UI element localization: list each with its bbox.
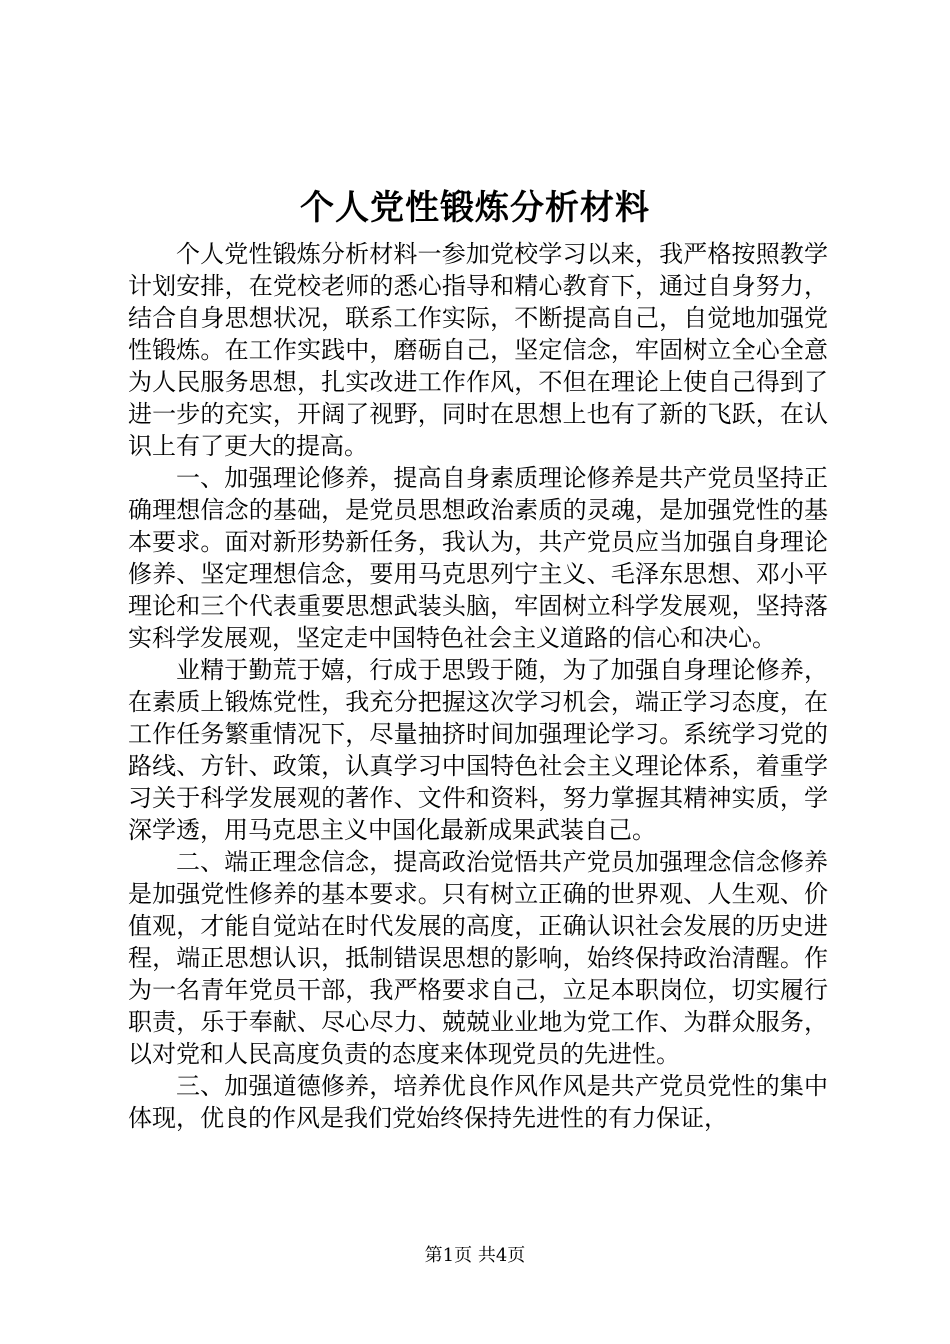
page-number-footer: 第1页 共4页: [424, 1245, 526, 1266]
paragraph-section-2: 二、端正理念信念，提高政治觉悟共产党员加强理念信念修养是加强党性修养的基本要求。只有树立正确的世界观、人生观、价值观，才能自觉站在时代发展的高度，正确认识社会发展的历史进程，端正思想认识，抵制错误思想的影响，始终保持政治清醒。作为一名青年党员干部，我严格要求自己，立足本职岗位，切实履行职责，乐于奉献、尽心尽力、兢兢业业地为党工作、为群众服务，以对党和人民高度负责的态度来体现党员的先进性。: [128, 848, 828, 1068]
paragraph-section-1-continued: 业精于勤荒于嬉，行成于思毁于随，为了加强自身理论修养，在素质上锻炼党性，我充分把握这次学习机会，端正学习态度，在工作任务繁重情况下，尽量抽挤时间加强理论学习。系统学习党的路线、方针、政策，认真学习中国特色社会主义理论体系，着重学习关于科学发展观的著作、文件和资料，努力掌握其精神实质，学深学透，用马克思主义中国化最新成果武装自己。: [128, 656, 828, 844]
paragraph-section-1: 一、加强理论修养，提高自身素质理论修养是共产党员坚持正确理想信念的基础，是党员思想政治素质的灵魂，是加强党性的基本要求。面对新形势新任务，我认为，共产党员应当加强自身理论修养、坚定理想信念，要用马克思列宁主义、毛泽东思想、邓小平理论和三个代表重要思想武装头脑，牢固树立科学发展观，坚持落实科学发展观，坚定走中国特色社会主义道路的信心和决心。: [128, 464, 828, 652]
document-title: 个人党性锻炼分析材料: [300, 188, 650, 228]
paragraph-intro: 个人党性锻炼分析材料一参加党校学习以来，我严格按照教学计划安排，在党校老师的悉心指导和精心教育下，通过自身努力，结合自身思想状况，联系工作实际，不断提高自己，自觉地加强党性锻炼。在工作实践中，磨砺自己，坚定信念，牢固树立全心全意为人民服务思想，扎实改进工作作风，不但在理论上使自己得到了进一步的充实，开阔了视野，同时在思想上也有了新的飞跃，在认识上有了更大的提高。: [128, 240, 828, 460]
paragraph-section-3: 三、加强道德修养，培养优良作风作风是共产党员党性的集中体现，优良的作风是我们党始终保持先进性的有力保证，: [128, 1072, 828, 1132]
document-body: [128, 238, 828, 1134]
